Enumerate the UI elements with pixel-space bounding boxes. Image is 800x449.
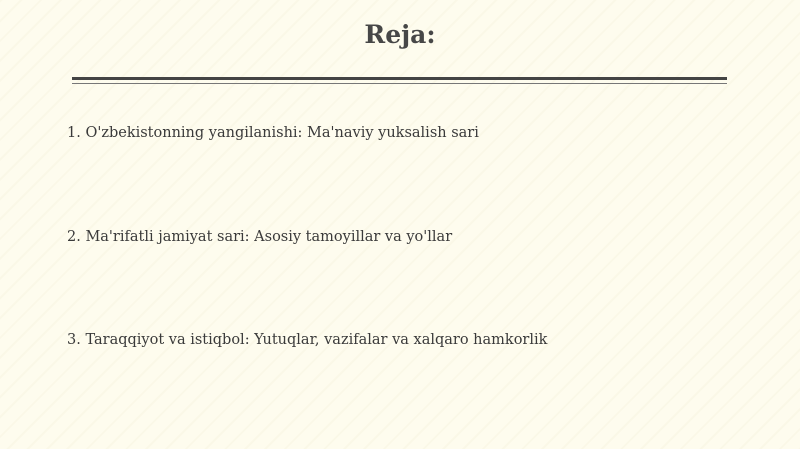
plan-item-2: 2. Ma'rifatli jamiyat sari: Asosiy tamoyillar va yo'llar: [67, 229, 453, 245]
plan-item-1: 1. O'zbekistonning yangilanishi: Ma'naviy yuksalish sari: [67, 125, 479, 141]
title-divider-thick: [72, 77, 727, 80]
plan-item-3: 3. Taraqqiyot va istiqbol: Yutuqlar, vazifalar va xalqaro hamkorlik: [67, 332, 548, 348]
title-divider-thin: [72, 83, 727, 84]
slide-title: Reja:: [364, 20, 436, 49]
